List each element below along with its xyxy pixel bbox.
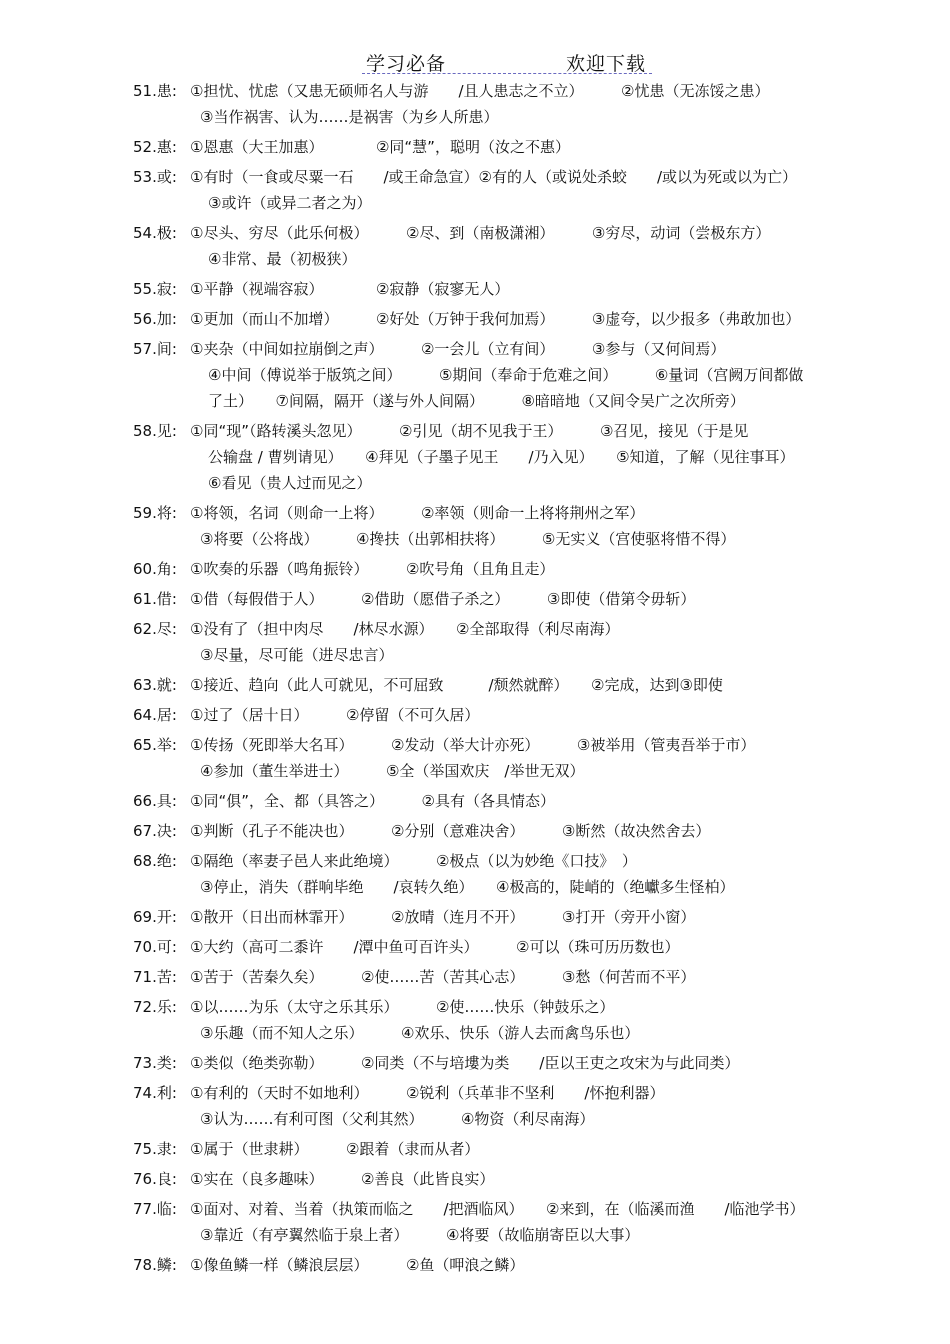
vocab-entry: [0, 1136, 950, 1162]
entry-continuation-line: [0, 362, 950, 388]
entry-first-line: [0, 818, 950, 844]
entry-definition-text: ①平静（视端容寂） ②寂静（寂寥无人）: [190, 280, 510, 298]
entry-first-line: [0, 418, 950, 444]
entry-first-line: [0, 994, 950, 1020]
entry-continuation-line: [0, 444, 950, 470]
entry-headword: 75.隶:: [133, 1140, 177, 1158]
entry-definition-text: ①尽头、穷尽（此乐何极） ②尽、到（南极潇湘） ③穷尽，动词（尝极东方）: [190, 224, 771, 242]
entry-headword: 74.利:: [133, 1084, 177, 1102]
vocab-entry: [0, 616, 950, 668]
entry-continuation-line: [0, 190, 950, 216]
entry-continuation-line: [0, 470, 950, 496]
vocab-entry: [0, 994, 950, 1046]
vocab-entry: [0, 1252, 950, 1278]
vocab-entry: [0, 336, 950, 414]
entry-headword: 59.将:: [133, 504, 177, 522]
vocab-entry: [0, 904, 950, 930]
entry-definition-text: ③停止，消失（群响毕绝 /哀转久绝） ④极高的，陡峭的（绝巘多生怪柏）: [200, 878, 735, 896]
entry-headword: 51.患:: [133, 82, 177, 100]
entry-headword: 60.角:: [133, 560, 177, 578]
vocab-entry: [0, 702, 950, 728]
vocab-entry: [0, 556, 950, 582]
entry-first-line: [0, 1080, 950, 1106]
entry-headword: 58.见:: [133, 422, 177, 440]
vocab-entry: [0, 134, 950, 160]
entry-definition-text: ①夹杂（中间如拉崩倒之声） ②一会儿（立有间） ③参与（又何间焉）: [190, 340, 726, 358]
entry-headword: 78.鳞:: [133, 1256, 177, 1274]
entry-definition-text: ①更加（而山不加增） ②好处（万钟于我何加焉） ③虚夸，以少报多（弗敢加也）: [190, 310, 801, 328]
vocab-entry: [0, 964, 950, 990]
entry-first-line: [0, 1166, 950, 1192]
entry-definition-text: ④中间（傅说举于版筑之间） ⑤期间（奉命于危难之间） ⑥量词（宫阙万间都做: [208, 366, 804, 384]
entry-headword: 68.绝:: [133, 852, 177, 870]
entry-definition-text: ①传扬（死即举大名耳） ②发动（举大计亦死） ③被举用（管夷吾举于市）: [190, 736, 756, 754]
entry-headword: 70.可:: [133, 938, 177, 956]
entry-definition-text: ①将领，名词（则命一上将） ②率领（则命一上将将荆州之军）: [190, 504, 645, 522]
entry-definition-text: ①大约（高可二黍许 /潭中鱼可百许头） ②可以（珠可历历数也）: [190, 938, 680, 956]
entry-definition-text: ③或许（或异二者之为）: [208, 194, 372, 212]
entry-definition-text: ①吹奏的乐器（鸣角振铃） ②吹号角（且角且走）: [190, 560, 555, 578]
entry-definition-text: ③当作祸害、认为……是祸害（为乡人所患）: [200, 108, 499, 126]
entry-definition-text: ①以……为乐（太守之乐其乐） ②使……快乐（钟鼓乐之）: [190, 998, 615, 1016]
vocab-entry: [0, 934, 950, 960]
entry-first-line: [0, 306, 950, 332]
entry-headword: 69.开:: [133, 908, 177, 926]
entry-definition-text: ①类似（绝类弥勒） ②同类（不与培塿为类 /臣以王吏之攻宋为与此同类）: [190, 1054, 740, 1072]
entry-first-line: [0, 276, 950, 302]
entry-first-line: [0, 1196, 950, 1222]
entry-headword: 71.苦:: [133, 968, 177, 986]
entry-first-line: [0, 672, 950, 698]
entry-headword: 72.乐:: [133, 998, 177, 1016]
entry-first-line: [0, 732, 950, 758]
page-header: [0, 40, 950, 76]
vocab-entry: [0, 586, 950, 612]
vocab-entry: [0, 418, 950, 496]
header-dashed-underline: [362, 73, 652, 74]
entry-headword: 53.或:: [133, 168, 177, 186]
entry-headword: 61.借:: [133, 590, 177, 608]
vocab-entry: [0, 848, 950, 900]
entry-definition-text: ①有时（一食或尽粟一石 /或王命急宣）②有的人（或说处杀蛟 /或以为死或以为亡）: [190, 168, 798, 186]
entry-definition-text: ①有利的（天时不如地利） ②锐利（兵革非不坚利 /怀抱利器）: [190, 1084, 665, 1102]
entry-headword: 56.加:: [133, 310, 177, 328]
entry-continuation-line: [0, 526, 950, 552]
entry-first-line: [0, 702, 950, 728]
entry-first-line: [0, 616, 950, 642]
entry-first-line: [0, 1252, 950, 1278]
entry-headword: 66.具:: [133, 792, 177, 810]
entry-list: [0, 78, 950, 1282]
vocab-entry: [0, 672, 950, 698]
entry-definition-text: ①没有了（担中肉尽 /林尽水源） ②全部取得（利尽南海）: [190, 620, 620, 638]
entry-definition-text: ③尽量，尽可能（进尽忠言）: [200, 646, 394, 664]
entry-headword: 67.决:: [133, 822, 177, 840]
entry-definition-text: ③靠近（有亭翼然临于泉上者） ④将要（故临崩寄臣以大事）: [200, 1226, 640, 1244]
entry-definition-text: ③认为……有利可图（父利其然） ④物资（利尽南海）: [200, 1110, 595, 1128]
entry-first-line: [0, 78, 950, 104]
vocab-entry: [0, 1080, 950, 1132]
entry-continuation-line: [0, 1020, 950, 1046]
entry-definition-text: ④参加（董生举进士） ⑤全（举国欢庆 /举世无双）: [200, 762, 585, 780]
entry-definition-text: ①隔绝（率妻子邑人来此绝境） ②极点（以为妙绝《口技》 ）: [190, 852, 637, 870]
entry-continuation-line: [0, 1222, 950, 1248]
entry-headword: 52.惠:: [133, 138, 177, 156]
entry-definition-text: ④非常、最（初极狭）: [208, 250, 357, 268]
vocab-entry: [0, 306, 950, 332]
entry-headword: 54.极:: [133, 224, 177, 242]
entry-definition-text: ①判断（孔子不能决也） ②分别（意难决舍） ③断然（故决然舍去）: [190, 822, 711, 840]
entry-continuation-line: [0, 642, 950, 668]
entry-definition-text: ①属于（世隶耕） ②跟着（隶而从者）: [190, 1140, 480, 1158]
entry-first-line: [0, 1136, 950, 1162]
entry-first-line: [0, 220, 950, 246]
entry-definition-text: ⑥看见（贵人过而见之）: [208, 474, 372, 492]
entry-definition-text: ①借（每假借于人） ②借助（愿借子杀之） ③即使（借第令毋斩）: [190, 590, 696, 608]
entry-first-line: [0, 134, 950, 160]
entry-first-line: [0, 556, 950, 582]
entry-first-line: [0, 336, 950, 362]
vocab-entry: [0, 276, 950, 302]
entry-headword: 55.寂:: [133, 280, 177, 298]
entry-definition-text: ①接近、趋向（此人可就见，不可屈致 /颓然就醉） ②完成，达到③即使: [190, 676, 723, 694]
entry-definition-text: ①散开（日出而林霏开） ②放晴（连月不开） ③打开（旁开小窗）: [190, 908, 696, 926]
entry-definition-text: ①过了（居十日） ②停留（不可久居）: [190, 706, 480, 724]
entry-definition-text: 公输盘 / 曹刿请见） ④拜见（子墨子见王 /乃入见） ⑤知道，了解（见往事耳）: [208, 448, 795, 466]
entry-definition-text: ①实在（良多趣味） ②善良（此皆良实）: [190, 1170, 495, 1188]
vocab-entry: [0, 788, 950, 814]
entry-definition-text: ①恩惠（大王加惠） ②同“慧”，聪明（汝之不惠）: [190, 138, 570, 156]
entry-definition-text: ③将要（公将战） ④搀扶（出郭相扶将） ⑤无实义（宫使驱将惜不得）: [200, 530, 736, 548]
entry-headword: 64.居:: [133, 706, 177, 724]
entry-continuation-line: [0, 104, 950, 130]
entry-headword: 57.间:: [133, 340, 177, 358]
entry-first-line: [0, 904, 950, 930]
entry-continuation-line: [0, 1106, 950, 1132]
entry-definition-text: ①同“俱”，全、都（具答之） ②具有（各具情态）: [190, 792, 555, 810]
header-left-text: 学习必备: [366, 53, 447, 75]
entry-first-line: [0, 586, 950, 612]
entry-first-line: [0, 1050, 950, 1076]
vocab-entry: [0, 732, 950, 784]
entry-headword: 62.尽:: [133, 620, 177, 638]
vocab-entry: [0, 164, 950, 216]
entry-definition-text: ①像鱼鳞一样（鳞浪层层） ②鱼（呷浪之鳞）: [190, 1256, 525, 1274]
entry-continuation-line: [0, 388, 950, 414]
vocab-entry: [0, 78, 950, 130]
entry-continuation-line: [0, 758, 950, 784]
vocab-entry: [0, 220, 950, 272]
entry-first-line: [0, 848, 950, 874]
entry-headword: 77.临:: [133, 1200, 177, 1218]
entry-continuation-line: [0, 874, 950, 900]
entry-headword: 73.类:: [133, 1054, 177, 1072]
entry-headword: 76.良:: [133, 1170, 177, 1188]
entry-first-line: [0, 788, 950, 814]
header-right-text: 欢迎下载: [566, 53, 647, 75]
entry-first-line: [0, 934, 950, 960]
entry-headword: 65.举:: [133, 736, 177, 754]
vocab-entry: [0, 1166, 950, 1192]
entry-definition-text: ③乐趣（而不知人之乐） ④欢乐、快乐（游人去而禽鸟乐也）: [200, 1024, 640, 1042]
entry-definition-text: ①苦于（苦秦久矣） ②使……苦（苦其心志） ③愁（何苦而不平）: [190, 968, 696, 986]
vocab-entry: [0, 500, 950, 552]
entry-definition-text: 了土） ⑦间隔，隔开（遂与外人间隔） ⑧暗暗地（又间令吴广之次所旁）: [208, 392, 745, 410]
vocab-entry: [0, 818, 950, 844]
entry-definition-text: ①同“现”（路转溪头忽见） ②引见（胡不见我于王） ③召见，接见（于是见: [190, 422, 749, 440]
entry-first-line: [0, 500, 950, 526]
vocab-entry: [0, 1050, 950, 1076]
entry-definition-text: ①面对、对着、当着（执策而临之 /把酒临风） ②来到，在（临溪而渔 /临池学书）: [190, 1200, 805, 1218]
entry-continuation-line: [0, 246, 950, 272]
vocab-entry: [0, 1196, 950, 1248]
entry-headword: 63.就:: [133, 676, 177, 694]
entry-first-line: [0, 964, 950, 990]
entry-first-line: [0, 164, 950, 190]
entry-definition-text: ①担忧、忧虑（又患无硕师名人与游 /且人患志之不立） ②忧患（无冻馁之患）: [190, 82, 770, 100]
